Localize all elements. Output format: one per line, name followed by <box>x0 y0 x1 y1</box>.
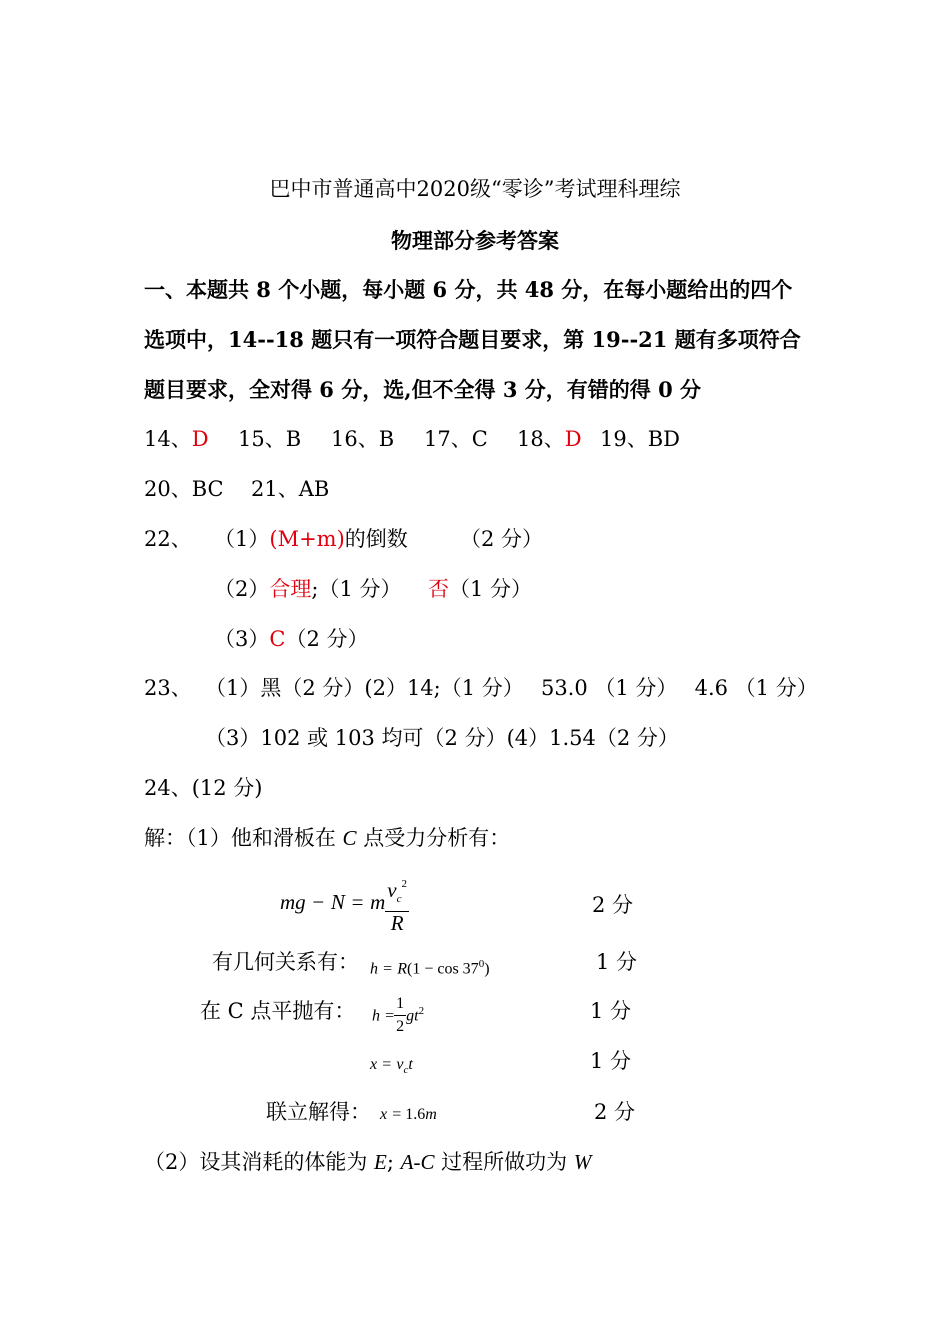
part-score: （1 分） <box>449 577 533 601</box>
q22-number: 22、 <box>144 527 192 551</box>
answer-number: 14、 <box>144 427 192 451</box>
part-answer: 合理 <box>269 577 312 601</box>
answer-value: B <box>378 427 395 451</box>
equation-projectile-height: h = $\frac{1}{2}$ $gt^2$ <box>372 995 425 1036</box>
point-label: C <box>342 826 357 850</box>
page-subtitle: 物理部分参考答案 <box>391 228 559 253</box>
part-answer: 否 <box>428 577 449 601</box>
answer-number: 17、 <box>424 427 472 451</box>
equation-geometry: $h = R(1 - \cos 37^0)$ <box>370 958 490 978</box>
answer-14 <box>144 426 209 452</box>
part-tail: 的倒数 <box>344 527 408 551</box>
answer-19 <box>600 426 680 452</box>
answer-value: BD <box>647 427 681 451</box>
part-label: （2） <box>214 577 270 601</box>
part2-text: ; <box>386 1150 401 1174</box>
intro-text: 点受力分析有： <box>356 826 511 850</box>
q22-part1-score: （2 分） <box>460 527 544 551</box>
section1-line1: 一、本题共 8 个小题，每小题 6 分，共 48 分，在每小题给出的四个 <box>144 277 793 302</box>
answer-value: C <box>471 427 488 451</box>
eq4-score: 1 分 <box>590 1049 632 1073</box>
answer-value: D <box>191 427 209 451</box>
q22-part2-second <box>428 576 532 602</box>
answer-number: 15、 <box>238 427 286 451</box>
q24-intro <box>144 825 510 851</box>
eq3-label: 在 C 点平抛有： <box>200 999 356 1023</box>
answer-number: 20、 <box>144 477 192 501</box>
process-var: A-C <box>400 1150 435 1174</box>
part2-text: 过程所做功为 <box>434 1150 574 1174</box>
part-score: ;（1 分） <box>311 577 402 601</box>
equation-projectile-distance: $x = v_ct$ <box>370 1056 413 1077</box>
answer-value: BC <box>191 477 224 501</box>
answer-17 <box>424 426 488 452</box>
part2-text: （2）设其消耗的体能为 <box>144 1150 375 1174</box>
energy-var: E <box>374 1150 387 1174</box>
eq5-label: 联立解得： <box>266 1100 371 1124</box>
section1-line2: 选项中，14--18 题只有一项符合题目要求，第 19--21 题有多项符合 <box>144 327 801 352</box>
equation-result: x = 1.6m <box>380 1106 437 1123</box>
answer-value: AB <box>298 477 330 501</box>
answer-number: 18、 <box>517 427 565 451</box>
q22-part3 <box>214 626 369 652</box>
eq3-score: 1 分 <box>590 999 632 1023</box>
section1-line3: 题目要求，全对得 6 分，选,但不全得 3 分，有错的得 0 分 <box>144 377 702 402</box>
answer-20 <box>144 476 224 502</box>
answer-number: 21、 <box>251 477 299 501</box>
part-score: （2 分） <box>285 627 369 651</box>
answer-15 <box>238 426 301 452</box>
eq5-score: 2 分 <box>594 1100 636 1124</box>
answer-value: D <box>564 427 582 451</box>
eq2-score: 1 分 <box>596 950 638 974</box>
eq1-score: 2 分 <box>592 893 634 917</box>
answer-21 <box>251 476 329 502</box>
part-label: （1） <box>214 527 270 551</box>
q22-part2 <box>214 576 402 602</box>
eq2-label: 有几何关系有： <box>212 950 359 974</box>
answer-18 <box>517 426 582 452</box>
q23-line1: （1）黑（2 分）(2）14;（1 分） 53.0 （1 分） 4.6 （1 分） <box>205 676 818 700</box>
answer-number: 19、 <box>600 427 648 451</box>
answer-value: B <box>285 427 302 451</box>
answer-16 <box>331 426 394 452</box>
part-answer: (M+m) <box>269 527 345 551</box>
part-label: （3） <box>214 627 270 651</box>
intro-text: 解：（1）他和滑板在 <box>144 826 343 850</box>
equation-centripetal: mg − N = m $\frac{v_c^2}{R}$ <box>280 872 409 932</box>
page-title: 巴中市普通高中2020级“零诊”考试理科理综 <box>269 177 681 201</box>
q22-part1 <box>214 526 408 552</box>
part-answer: C <box>269 627 286 651</box>
q23-number: 23、 <box>144 676 192 700</box>
q23-line2: （3）102 或 103 均可（2 分）(4）1.54（2 分） <box>205 726 679 750</box>
q24-part2 <box>144 1149 591 1175</box>
work-var: W <box>573 1150 592 1174</box>
q24-number: 24、(12 分) <box>144 776 263 800</box>
answer-number: 16、 <box>331 427 379 451</box>
